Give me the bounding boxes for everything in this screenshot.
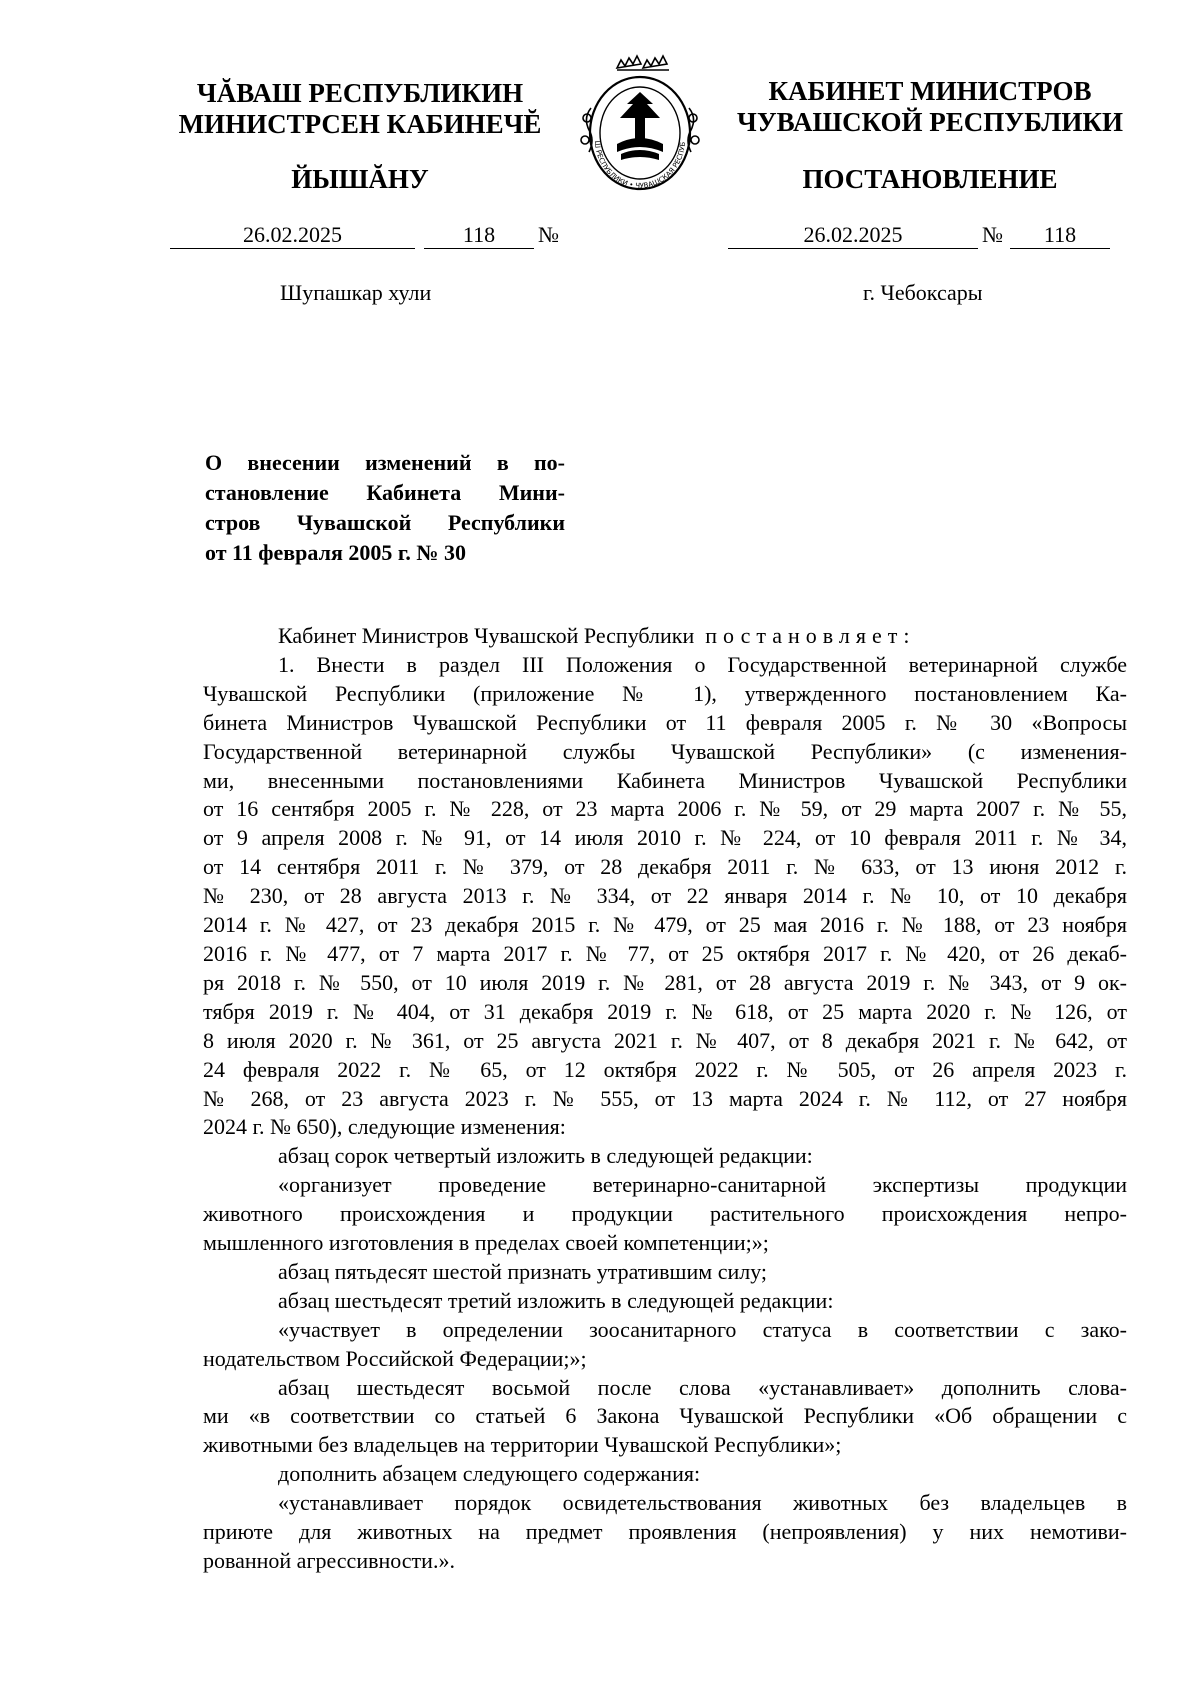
right-date-field: 26.02.2025 [728,222,978,249]
right-number-sign: № [982,222,1003,247]
body-line: Государственной ветеринарной службы Чувашской Республики» (с изменения- [203,738,1127,764]
header-right-line1: КАБИНЕТ МИНИСТРОВ [768,76,1092,106]
header-left-doctype: ЙЫШĂНУ [291,164,429,194]
body-line: ми, внесенными постановлениями Кабинета Министров Чувашской Республики [203,767,1127,793]
body-line: 24 февраля 2022 г. № 65, от 12 октября 2022 г. № 505, от 26 апреля 2023 г. [203,1056,1127,1082]
body-line: абзац пятьдесят шестой признать утратившим силу; [278,1258,768,1284]
header-left-line2: МИНИСТРСЕН КАБИНЕЧĔ [178,109,542,139]
header-right-line2: ЧУВАШСКОЙ РЕСПУБЛИКИ [737,107,1123,137]
document-body [203,622,1127,1576]
body-line: от 9 апреля 2008 г. № 91, от 14 июля 2010 г. № 224, от 10 февраля 2011 г. № 34, [203,825,1127,851]
body-line: 8 июля 2020 г. № 361, от 25 августа 2021 г. № 407, от 8 декабря 2021 г. № 642, от [203,1027,1127,1053]
body-line: «организует проведение ветеринарно-санитарной экспертизы продукции [278,1172,1127,1198]
body-line: ря 2018 г. № 550, от 10 июля 2019 г. № 281, от 28 августа 2019 г. № 343, от 9 ок- [203,969,1127,995]
body-line: «участвует в определении зоосанитарного статуса в соответствии с зако- [278,1316,1127,1342]
coat-of-arms-emblem [565,48,715,208]
body-line: животного происхождения и продукции растительного происхождения непро- [203,1201,1127,1227]
body-line: № 268, от 23 августа 2023 г. № 555, от 13 марта 2024 г. № 112, от 27 ноября [203,1085,1127,1111]
title-line: становление Кабинета Мини- [205,480,565,505]
body-line: абзац шестьдесят третий изложить в следующей редакции: [278,1287,834,1313]
registration-left [0,222,1200,252]
body-line: Чувашской Республики (приложение № 1), утвержденного постановлением Ка- [203,680,1127,706]
right-number-field: 118 [1010,222,1110,249]
left-number-field: 118 [424,222,534,249]
title-line: стров Чувашской Республики [205,510,565,535]
body-line: приюте для животных на предмет проявления (непроявления) у них немотиви- [203,1519,1127,1545]
emblem-caption: Ш РЕСПУБЛИКИ • ЧУВАШСКАЯ РЕСПУБ [592,140,688,191]
header-chuvash-authority [155,78,565,140]
body-line: 2016 г. № 477, от 7 марта 2017 г. № 77, от 25 октября 2017 г. № 420, от 26 декаб- [203,940,1127,966]
city-chuvash: Шупашкар хули [280,280,432,305]
header-left-line1: ЧĂВАШ РЕСПУБЛИКИН [196,78,524,108]
left-number-sign: № [538,222,559,247]
body-line: 1. Внести в раздел III Положения о Государственной ветеринарной службе [278,651,1127,677]
title-line: О внесении изменений в по- [205,450,565,475]
title-line: от 11 февраля 2005 г. № 30 [205,540,466,565]
body-line: «устанавливает порядок освидетельствования животных без владельцев в [278,1490,1127,1516]
body-line: дополнить абзацем следующего содержания: [278,1461,701,1487]
body-line: абзац шестьдесят восьмой после слова «устанавливает» дополнить слова- [278,1374,1127,1400]
body-line: 2014 г. № 427, от 23 декабря 2015 г. № 479, от 25 мая 2016 г. № 188, от 23 ноября [203,912,1127,938]
intro-spaced-verb: постановляет: [705,623,916,648]
body-line: нодательством Российской Федерации;»; [203,1345,587,1371]
body-line: ми «в соответствии со статьей 6 Закона Чувашской Республики «Об обращении с [203,1403,1127,1429]
body-line: абзац сорок четвертый изложить в следующей редакции: [278,1143,813,1169]
body-line: тября 2019 г. № 404, от 31 декабря 2019 г. № 618, от 25 марта 2020 г. № 126, от [203,998,1127,1024]
body-lines [203,651,1127,1576]
body-line: рованной агрессивности.». [203,1548,455,1573]
header-russian-authority [715,76,1145,138]
body-line: мышленного изготовления в пределах своей компетенции;»; [203,1230,769,1256]
intro-text: Кабинет Министров Чувашской Республики [278,623,695,648]
intro-line [203,622,1127,651]
header-right-doctype: ПОСТАНОВЛЕНИЕ [802,164,1058,194]
left-date-field: 26.02.2025 [170,222,415,249]
body-line: 2024 г. № 650), следующие изменения: [203,1114,566,1140]
body-line: № 230, от 28 августа 2013 г. № 334, от 22 января 2014 г. № 10, от 10 декабря [203,883,1127,909]
body-line: животными без владельцев на территории Чувашской Республики»; [203,1432,842,1458]
body-line: от 14 сентября 2011 г. № 379, от 28 декабря 2011 г. № 633, от 13 июня 2012 г. [203,854,1127,880]
document-title [205,448,565,568]
body-line: бинета Министров Чувашской Республики от 11 февраля 2005 г. № 30 «Вопросы [203,709,1127,735]
body-line: от 16 сентября 2005 г. № 228, от 23 марта 2006 г. № 59, от 29 марта 2007 г. № 55, [203,796,1127,822]
city-russian: г. Чебоксары [863,280,983,305]
